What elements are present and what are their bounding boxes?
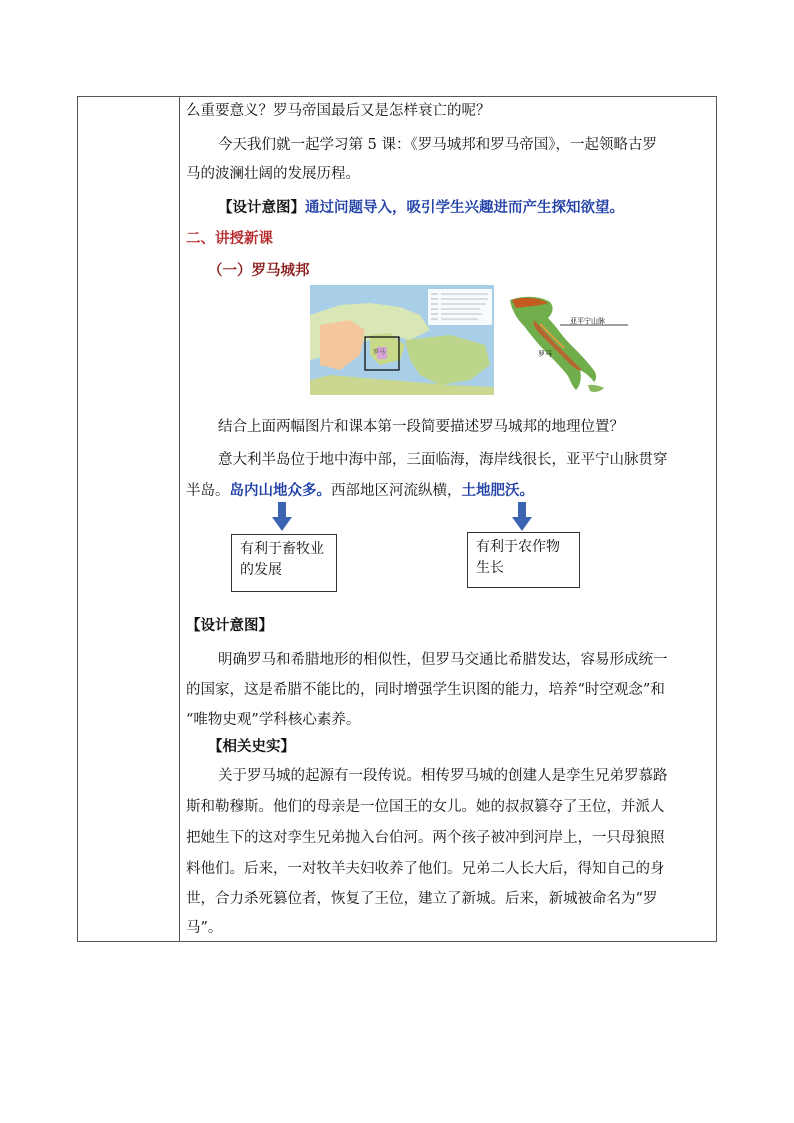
design-intent-2-line1: 明确罗马和希腊地形的相似性，但罗马交通比希腊发达，容易形成统一 xyxy=(218,652,668,668)
note-box-pastoral xyxy=(231,534,337,592)
related-facts-line4: 料他们。后来，一对牧羊夫妇收养了他们。兄弟二人长大后，得知自己的身 xyxy=(186,861,665,877)
related-facts-line2: 斯和勒穆斯。他们的母亲是一位国王的女儿。她的叔叔篡夺了王位，并派人 xyxy=(186,799,665,815)
paragraph-today-line1: 今天我们就一起学习第 5 课：《罗马城邦和罗马帝国》，一起领略古罗 xyxy=(218,137,657,153)
mountain-label: 亚平宁山脉 xyxy=(570,317,605,325)
arrow-down-icon-left xyxy=(272,502,292,532)
italy-relief-map xyxy=(500,290,630,395)
related-facts-line1: 关于罗马城的起源有一段传说。相传罗马城的创建人是孪生兄弟罗慕路 xyxy=(218,768,668,784)
answer-part-a: 半岛。 xyxy=(186,483,230,499)
note-box-crops xyxy=(467,532,580,588)
map-question: 结合上面两幅图片和课本第一段简要描述罗马城邦的地理位置？ xyxy=(218,419,624,435)
answer-part-d: 土地肥沃。 xyxy=(461,482,534,499)
paragraph-today-line2: 马的波澜壮阔的发展历程。 xyxy=(186,166,360,182)
note-box-crops-line1: 有利于农作物 xyxy=(476,539,560,555)
answer-part-c: 西部地区河流纵横， xyxy=(331,483,462,499)
answer-line2 xyxy=(186,481,534,501)
paragraph-intro-end: 么重要意义？罗马帝国最后又是怎样衰亡的呢？ xyxy=(186,103,491,119)
section-heading-two: 二、讲授新课 xyxy=(186,230,273,247)
subsection-heading-one: （一）罗马城邦 xyxy=(208,262,310,279)
design-intent-1 xyxy=(218,198,624,218)
design-intent-2-line2: 的国家，这是希腊不能比的，同时增强学生识图的能力，培养“时空观念”和 xyxy=(186,682,665,698)
related-facts-line3: 把她生下的这对孪生兄弟抛入台伯河。两个孩子被冲到河岸上，一只母狼照 xyxy=(186,830,665,846)
design-intent-1-text: 通过问题导入，吸引学生兴趣进而产生探知欲望。 xyxy=(305,199,624,216)
answer-line1: 意大利半岛位于地中海中部，三面临海，海岸线很长，亚平宁山脉贯穿 xyxy=(218,452,668,468)
note-box-crops-line2: 生长 xyxy=(476,560,504,576)
note-box-pastoral-line1: 有利于畜牧业 xyxy=(240,541,324,557)
empire-rome-label: 罗马 xyxy=(373,349,386,356)
design-intent-2-label: 【设计意图】 xyxy=(186,617,273,634)
arrow-down-icon-right xyxy=(512,502,532,532)
related-facts-label: 【相关史实】 xyxy=(208,738,295,755)
related-facts-line6: 马”。 xyxy=(186,920,223,936)
italy-rome-label: 罗马 xyxy=(538,350,552,358)
column-divider xyxy=(179,97,180,941)
note-box-pastoral-line2: 的发展 xyxy=(240,562,282,578)
related-facts-line5: 世，合力杀死篡位者，恢复了王位，建立了新城。后来，新城被命名为“罗 xyxy=(186,891,658,907)
roman-empire-map xyxy=(310,285,494,395)
design-intent-1-label: 【设计意图】 xyxy=(218,199,305,216)
design-intent-2-line3: “唯物史观”学科核心素养。 xyxy=(186,712,361,728)
answer-part-b: 岛内山地众多。 xyxy=(229,482,331,499)
